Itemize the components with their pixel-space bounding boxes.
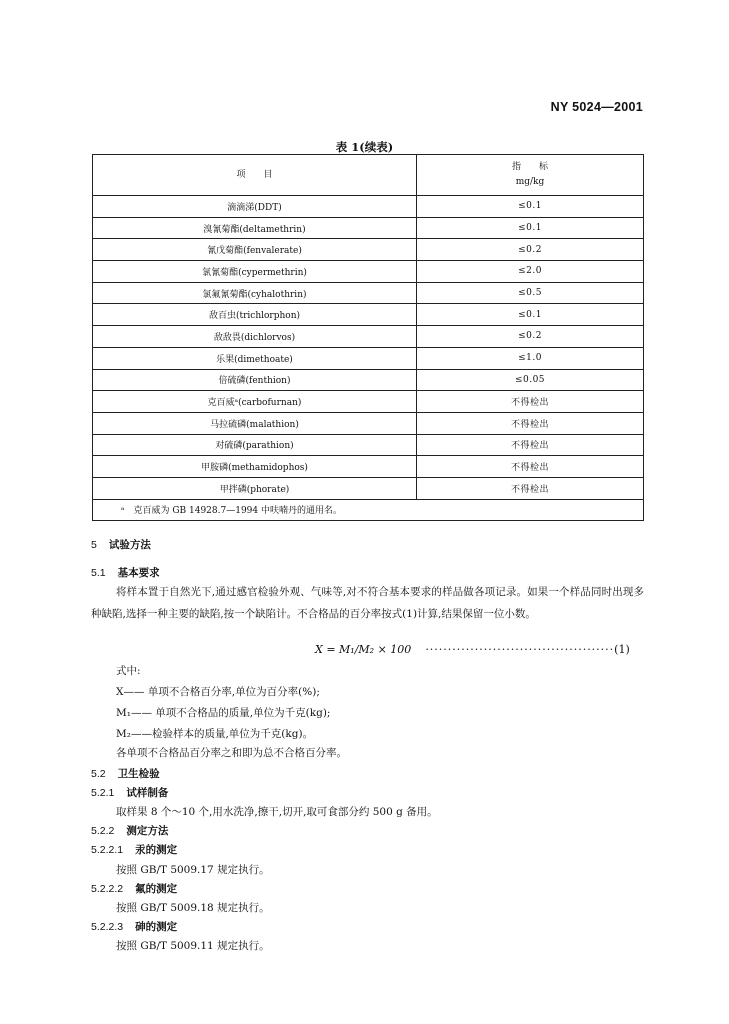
section-number: 5.2.2.1 bbox=[91, 844, 124, 856]
row-limit-value: ≤0.2 bbox=[417, 326, 644, 348]
row-item: 乐果(dimethoate) bbox=[93, 347, 417, 369]
formula-leader: ·········································· bbox=[425, 643, 615, 656]
table-title: 表 1(续表) bbox=[335, 140, 394, 154]
section-number: 5 bbox=[91, 539, 97, 551]
row-item: 倍硫磷(fenthion) bbox=[93, 369, 417, 391]
section-number: 5.2.1 bbox=[91, 787, 115, 799]
pesticide-limits-table bbox=[92, 154, 644, 521]
row-item: 马拉硫磷(malathion) bbox=[93, 412, 417, 434]
table-row bbox=[93, 282, 644, 304]
table-row bbox=[93, 304, 644, 326]
section-number: 5.2.2 bbox=[91, 825, 115, 837]
paragraph-5-2-2-2: 按照 GB/T 5009.18 规定执行。 bbox=[116, 902, 270, 914]
paragraph-5-2-2-1: 按照 GB/T 5009.17 规定执行。 bbox=[116, 864, 270, 876]
section-number: 5.1 bbox=[91, 567, 106, 579]
section-title: 测定方法 bbox=[126, 825, 169, 837]
section-5-2-2-2-heading bbox=[91, 882, 177, 896]
row-limit-value: 不得检出 bbox=[417, 456, 644, 478]
header-index-label: 指 标 bbox=[511, 162, 548, 172]
row-item: 氯氰菊酯(cypermethrin) bbox=[93, 261, 417, 283]
section-5-2-2-3-heading bbox=[91, 920, 177, 934]
table-row bbox=[93, 456, 644, 478]
table-row bbox=[93, 391, 644, 413]
section-title: 汞的测定 bbox=[135, 844, 178, 856]
row-item: 敌百虫(trichlorphon) bbox=[93, 304, 417, 326]
header-unit: mg/kg bbox=[515, 177, 545, 187]
definition-m1: M₁—— 单项不合格品的质量,单位为千克(kg); bbox=[116, 707, 331, 719]
table-row bbox=[93, 347, 644, 369]
row-item: 甲胺磷(methamidophos) bbox=[93, 456, 417, 478]
row-item: 氰戊菊酯(fenvalerate) bbox=[93, 239, 417, 261]
section-5-heading bbox=[91, 538, 151, 552]
definition-x: X—— 单项不合格百分率,单位为百分率(%); bbox=[116, 686, 320, 698]
paragraph-5-2-2-3: 按照 GB/T 5009.11 规定执行。 bbox=[116, 940, 270, 952]
row-limit-value: 不得检出 bbox=[417, 391, 644, 413]
row-limit-value: ≤0.5 bbox=[417, 282, 644, 304]
table-row bbox=[93, 412, 644, 434]
table-row bbox=[93, 239, 644, 261]
row-limit-value: ≤1.0 bbox=[417, 347, 644, 369]
section-5-2-2-1-heading bbox=[91, 843, 177, 857]
header-item: 项 目 bbox=[93, 155, 417, 196]
section-title: 砷的测定 bbox=[135, 921, 178, 933]
row-limit-value: 不得检出 bbox=[417, 434, 644, 456]
row-limit-value: ≤0.1 bbox=[417, 304, 644, 326]
paragraph-5-2-1: 取样果 8 个～10 个,用水洗净,擦干,切开,取可食部分约 500 g 备用。 bbox=[116, 806, 438, 818]
row-item: 对硫磷(parathion) bbox=[93, 434, 417, 456]
section-5-1-heading bbox=[91, 566, 160, 580]
section-5-2-2-heading bbox=[91, 824, 168, 838]
section-5-2-1-heading bbox=[91, 786, 168, 800]
standard-number: NY 5024—2001 bbox=[550, 100, 643, 114]
table-row bbox=[93, 477, 644, 499]
row-limit-value: ≤0.1 bbox=[417, 196, 644, 218]
total-rate-note: 各单项不合格品百分率之和即为总不合格百分率。 bbox=[116, 747, 347, 759]
section-number: 5.2.2.3 bbox=[91, 921, 124, 933]
where-label: 式中: bbox=[116, 665, 141, 677]
table-footnote: ᵃ 克百威为 GB 14928.7—1994 中呋喃丹的通用名。 bbox=[93, 499, 644, 520]
table-row bbox=[93, 326, 644, 348]
section-title: 试验方法 bbox=[108, 539, 151, 551]
row-limit-value: ≤2.0 bbox=[417, 261, 644, 283]
row-item: 敌敌畏(dichlorvos) bbox=[93, 326, 417, 348]
table-row bbox=[93, 196, 644, 218]
row-limit-value: 不得检出 bbox=[417, 412, 644, 434]
table-row bbox=[93, 261, 644, 283]
formula-number: (1) bbox=[614, 643, 630, 656]
section-5-2-heading bbox=[91, 767, 160, 781]
row-limit-value: ≤0.1 bbox=[417, 217, 644, 239]
table-row bbox=[93, 369, 644, 391]
section-title: 试样制备 bbox=[126, 787, 169, 799]
definition-m2: M₂——检验样本的质量,单位为千克(kg)。 bbox=[116, 728, 314, 740]
row-item: 氯氟氰菊酯(cyhalothrin) bbox=[93, 282, 417, 304]
row-item: 滴滴涕(DDT) bbox=[93, 196, 417, 218]
row-item: 溴氰菊酯(deltamethrin) bbox=[93, 217, 417, 239]
section-number: 5.2.2.2 bbox=[91, 883, 124, 895]
row-item: 克百威ᵃ(carbofurnan) bbox=[93, 391, 417, 413]
table-row bbox=[93, 217, 644, 239]
row-limit-value: 不得检出 bbox=[417, 477, 644, 499]
section-title: 基本要求 bbox=[117, 567, 160, 579]
paragraph-5-1: 将样本置于自然光下,通过感官检验外观、气味等,对不符合基本要求的样品做各项记录。如果一个样品同时出现多种缺陷,选择一种主要的缺陷,按一个缺陷计。不合格品的百分率按式(1)计算,结果保留一位小数。 bbox=[91, 586, 644, 620]
table-footnote-row bbox=[93, 499, 644, 520]
table-row bbox=[93, 434, 644, 456]
row-limit-value: ≤0.05 bbox=[417, 369, 644, 391]
table-header-row bbox=[93, 155, 644, 196]
row-item: 甲拌磷(phorate) bbox=[93, 477, 417, 499]
section-title: 氟的测定 bbox=[135, 883, 178, 895]
header-index bbox=[417, 155, 644, 196]
section-number: 5.2 bbox=[91, 768, 106, 780]
section-title: 卫生检验 bbox=[117, 768, 160, 780]
formula-1 bbox=[315, 643, 630, 656]
formula-expression: X = M₁/M₂ × 100 bbox=[315, 643, 412, 656]
row-limit-value: ≤0.2 bbox=[417, 239, 644, 261]
